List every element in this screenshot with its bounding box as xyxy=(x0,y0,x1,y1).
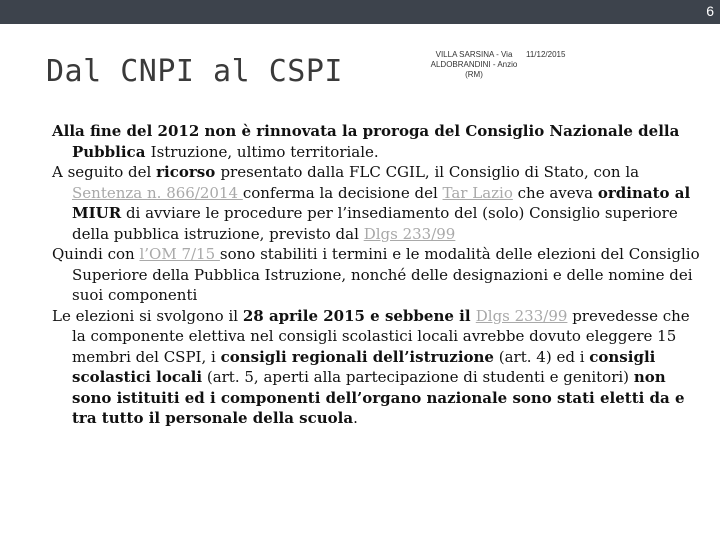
reference-link[interactable]: Dlgs 233/99 xyxy=(363,224,456,243)
bold-text: non sono istituiti ed i componenti dell’organo nazionale sono stati eletti da e tra tutto il personale della scuola xyxy=(72,368,685,427)
venue-line: ALDOBRANDINI - Anzio xyxy=(430,60,518,69)
reference-link[interactable]: l’OM 7/15 xyxy=(139,245,220,263)
venue-line: VILLA SARSINA - Via xyxy=(435,50,513,59)
venue-line: (RM) xyxy=(465,70,483,79)
bold-text: consigli scolastici locali xyxy=(72,347,656,386)
bold-text: ricorso xyxy=(156,163,221,181)
body-text: prevedesse che la componente elettiva nel consigli scolastici locali avrebbe dovuto eleggere 15 membri del CSPI, i xyxy=(72,306,690,366)
reference-link[interactable]: Sentenza n. 866/2014 xyxy=(72,183,243,202)
body-text: (art. 4) ed i xyxy=(493,347,590,366)
body-text: Le elezioni si svolgono il xyxy=(52,306,243,325)
body-paragraph xyxy=(52,244,702,306)
body-text: A seguito del xyxy=(52,163,157,181)
body-text: Quindi con xyxy=(52,245,140,263)
body-paragraph xyxy=(52,121,702,162)
body-text: sono stabiliti i termini e le modalità delle elezioni del Consiglio Superiore della Pubblica Istruzione, nonché delle designazioni e delle nomine dei suoi componenti xyxy=(72,245,700,304)
body-text: . xyxy=(353,409,358,427)
body-text: Istruzione, ultimo territoriale. xyxy=(150,142,379,161)
body-text: conferma la decisione del xyxy=(242,183,443,202)
date-text: 11/12/2015 xyxy=(526,50,566,59)
body-text: di avviare le procedure per l’insediamento del (solo) Consiglio superiore della pubblica istruzione, previsto dal xyxy=(72,204,678,243)
venue-text xyxy=(420,50,528,80)
body-text: presentato dalla FLC CGIL, il Consiglio di Stato, con la xyxy=(220,163,640,181)
body-text: che aveva xyxy=(512,183,598,202)
reference-link[interactable]: Tar Lazio xyxy=(442,183,513,202)
body-paragraph xyxy=(52,162,702,244)
bold-text: consigli regionali dell’istruzione xyxy=(220,347,494,366)
bold-text: 28 aprile 2015 e sebbene il xyxy=(242,306,476,325)
slide-number: 6 xyxy=(706,3,714,19)
bold-text: ordinato al MIUR xyxy=(72,183,691,222)
slide-title: Dal CNPI al CSPI xyxy=(46,54,343,89)
bold-text: Alla fine del 2012 non è rinnovata la proroga del Consiglio Nazionale della Pubblica xyxy=(52,122,680,161)
reference-link[interactable]: Dlgs 233/99 xyxy=(475,306,568,325)
body-text: (art. 5, aperti alla partecipazione di studenti e genitori) xyxy=(202,368,634,386)
top-bar xyxy=(0,0,720,24)
body-paragraph xyxy=(52,306,702,429)
slide-body xyxy=(52,121,702,429)
